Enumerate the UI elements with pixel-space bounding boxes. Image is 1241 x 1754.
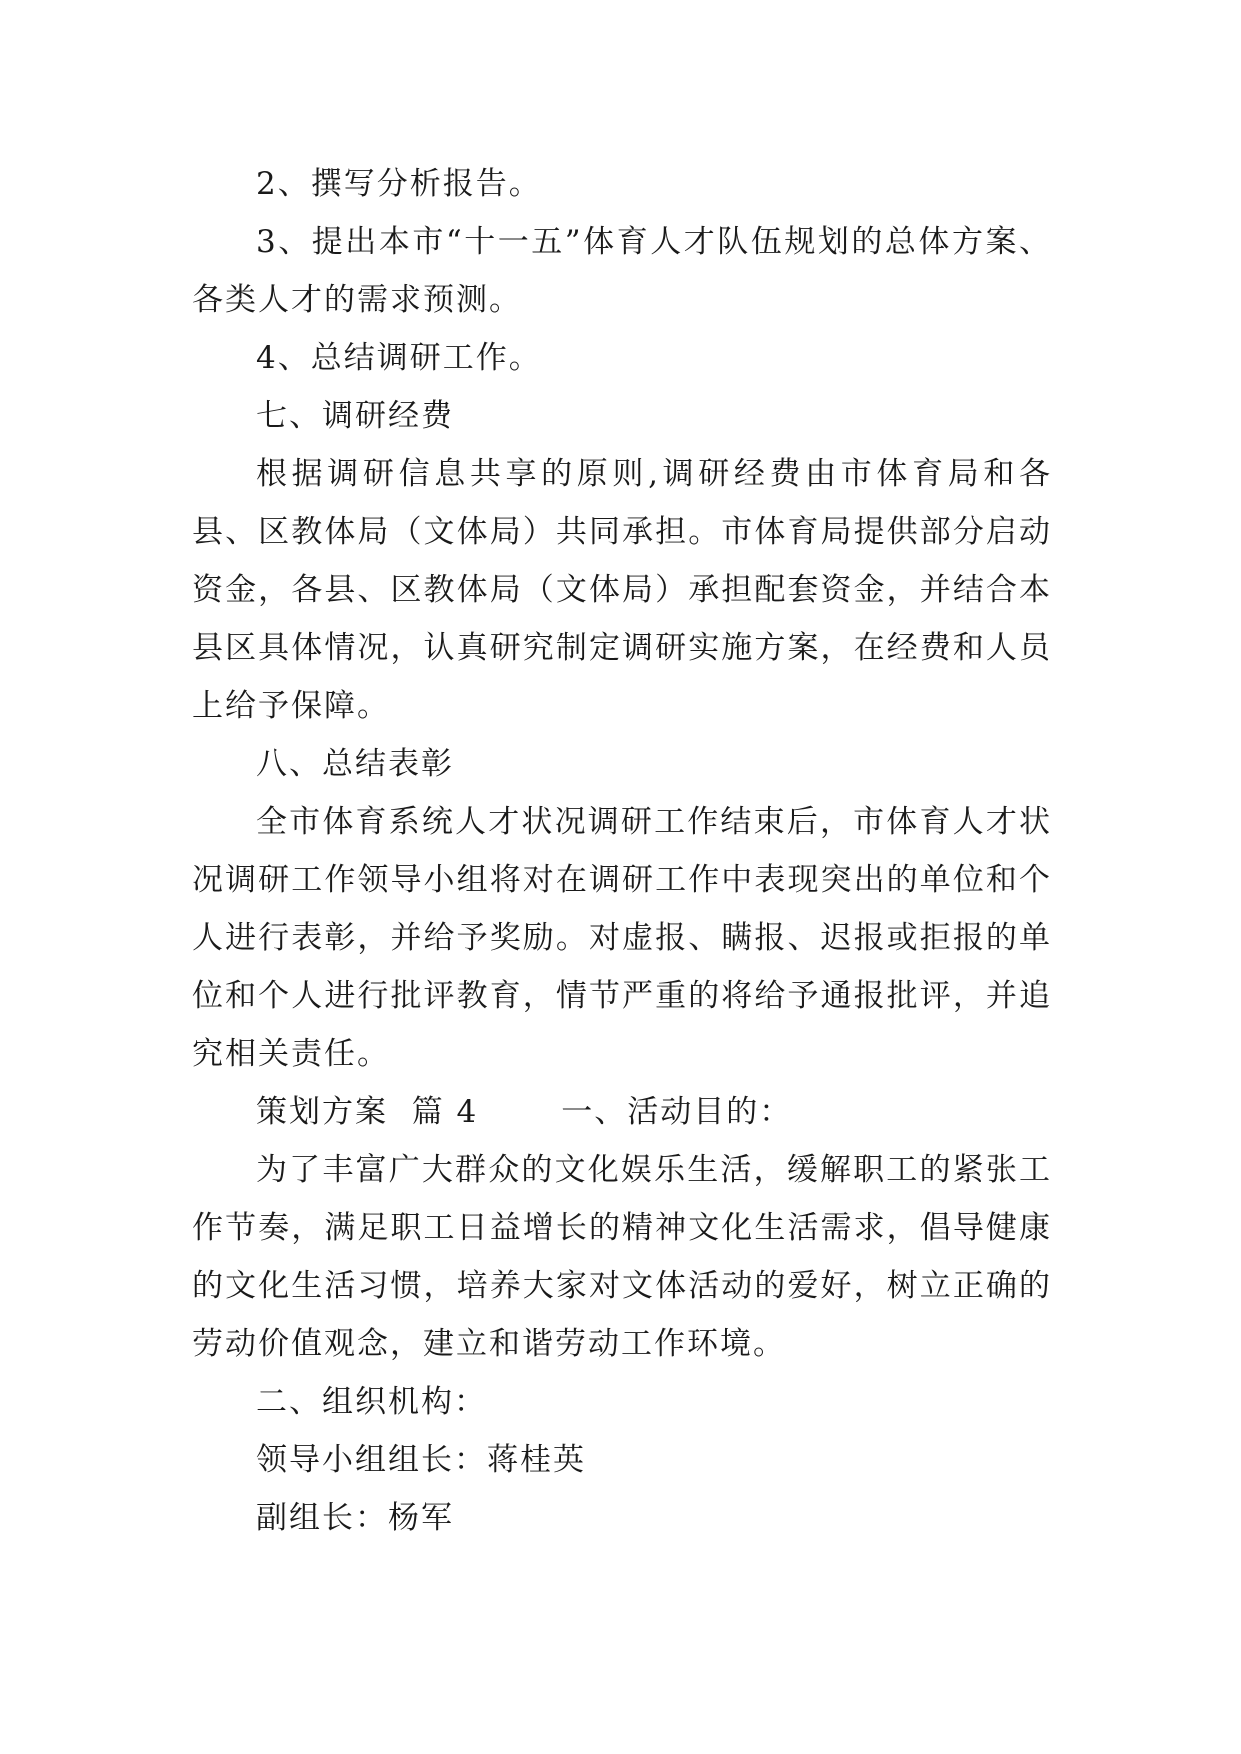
paragraph-funding: 根据调研信息共享的原则,调研经费由市体育局和各县、区教体局（文体局）共同承担。市体育局提供部分启动资金，各县、区教体局（文体局）承担配套资金，并结合本县区具体情况，认真研究制定调研实施方案，在经费和人员上给予保障。 [192, 456, 1052, 724]
paragraph-step-4: 4、总结调研工作。 [256, 340, 542, 376]
paragraph-step-3: 3、提出本市“十一五”体育人才队伍规划的总体方案、各类人才的需求预测。 [192, 224, 1052, 318]
plan-heading-4: 策划方案 篇 4 一、活动目的： [256, 1094, 793, 1130]
paragraph-commendation: 全市体育系统人才状况调研工作结束后，市体育人才状况调研工作领导小组将对在调研工作中表现突出的单位和个人进行表彰，并给予奖励。对虚报、瞒报、迟报或拒报的单位和个人进行批评教育，情节严重的将给予通报批评，并追究相关责任。 [192, 804, 1052, 1072]
paragraph-step-2: 2、撰写分析报告。 [256, 166, 542, 202]
section-heading-commendation: 八、总结表彰 [256, 746, 454, 782]
section-heading-funding: 七、调研经费 [256, 398, 454, 434]
paragraph-deputy-leader: 副组长：杨军 [256, 1500, 454, 1536]
document-body [192, 155, 1052, 1547]
paragraph-activity-purpose: 为了丰富广大群众的文化娱乐生活，缓解职工的紧张工作节奏，满足职工日益增长的精神文化生活需求，倡导健康的文化生活习惯，培养大家对文体活动的爱好，树立正确的劳动价值观念，建立和谐劳动工作环境。 [192, 1152, 1052, 1362]
paragraph-group-leader: 领导小组组长：蒋桂英 [256, 1442, 586, 1478]
section-heading-organization: 二、组织机构： [256, 1384, 487, 1420]
